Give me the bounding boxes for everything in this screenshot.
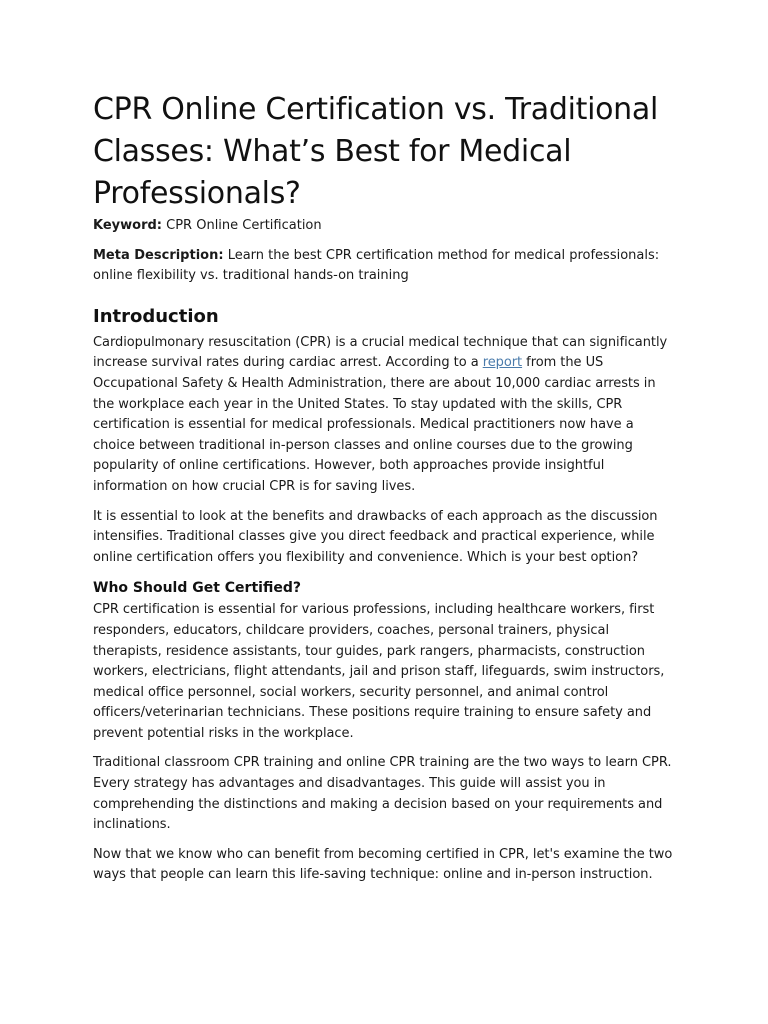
introduction-paragraph-1 [93,333,676,498]
document-title: CPR Online Certification vs. Traditional Classes: What’s Best for Medical Professionals? [93,92,658,211]
who-should-paragraph-3: Now that we know who can benefit from becoming certified in CPR, let's examine the two ways that people can learn this life-saving technique: online and in-person instruction. [93,846,673,883]
report-link[interactable]: report [482,355,523,371]
meta-description-label: Meta Description: [93,247,224,263]
introduction-paragraph-2: It is essential to look at the benefits and drawbacks of each approach as the discussion intensifies. Traditional classes give you direct feedback and practical experience, while online certification offers you flexibility and convenience. Which is your best option? [93,508,658,565]
introduction-heading: Introduction [93,305,219,327]
meta-description-value: Learn the best CPR certification method for medical professionals: online flexibility vs. traditional hands-on training [93,247,660,284]
keyword-line [93,216,676,237]
who-should-heading: Who Should Get Certified? [93,580,301,597]
keyword-value: CPR Online Certification [166,218,322,233]
intro-p1-text-after: from the US Occupational Safety & Health Administration, there are about 10,000 cardiac arrests in the workplace each year in the United States. To stay updated with the skills, CPR certification is essential for medical professionals. Medical practitioners now have a choice between traditional in-person classes and online courses due to the growing popularity of online certifications. However, both approaches provide insightful information on how crucial CPR is for saving lives. [93,355,656,494]
meta-description-line [93,246,676,287]
keyword-label: Keyword: [93,218,162,233]
who-should-paragraph-1: CPR certification is essential for various professions, including healthcare workers, first responders, educators, childcare providers, coaches, personal trainers, physical therapists, residence assistants, tour guides, park rangers, pharmacists, construction workers, electricians, flight attendants, jail and prison staff, lifeguards, swim instructors, medical office personnel, social workers, security personnel, and animal control officers/veterinarian technicians. These positions require training to ensure safety and prevent potential risks in the workplace. [93,602,665,741]
intro-p1-text-before: Cardiopulmonary resuscitation (CPR) is a crucial medical technique that can significantly increase survival rates during cardiac arrest. According to a [93,334,668,371]
who-should-paragraph-2: Traditional classroom CPR training and online CPR training are the two ways to learn CPR. Every strategy has advantages and disadvantages. This guide will assist you in comprehending the distinctions and making a decision based on your requirements and inclinations. [93,755,672,833]
